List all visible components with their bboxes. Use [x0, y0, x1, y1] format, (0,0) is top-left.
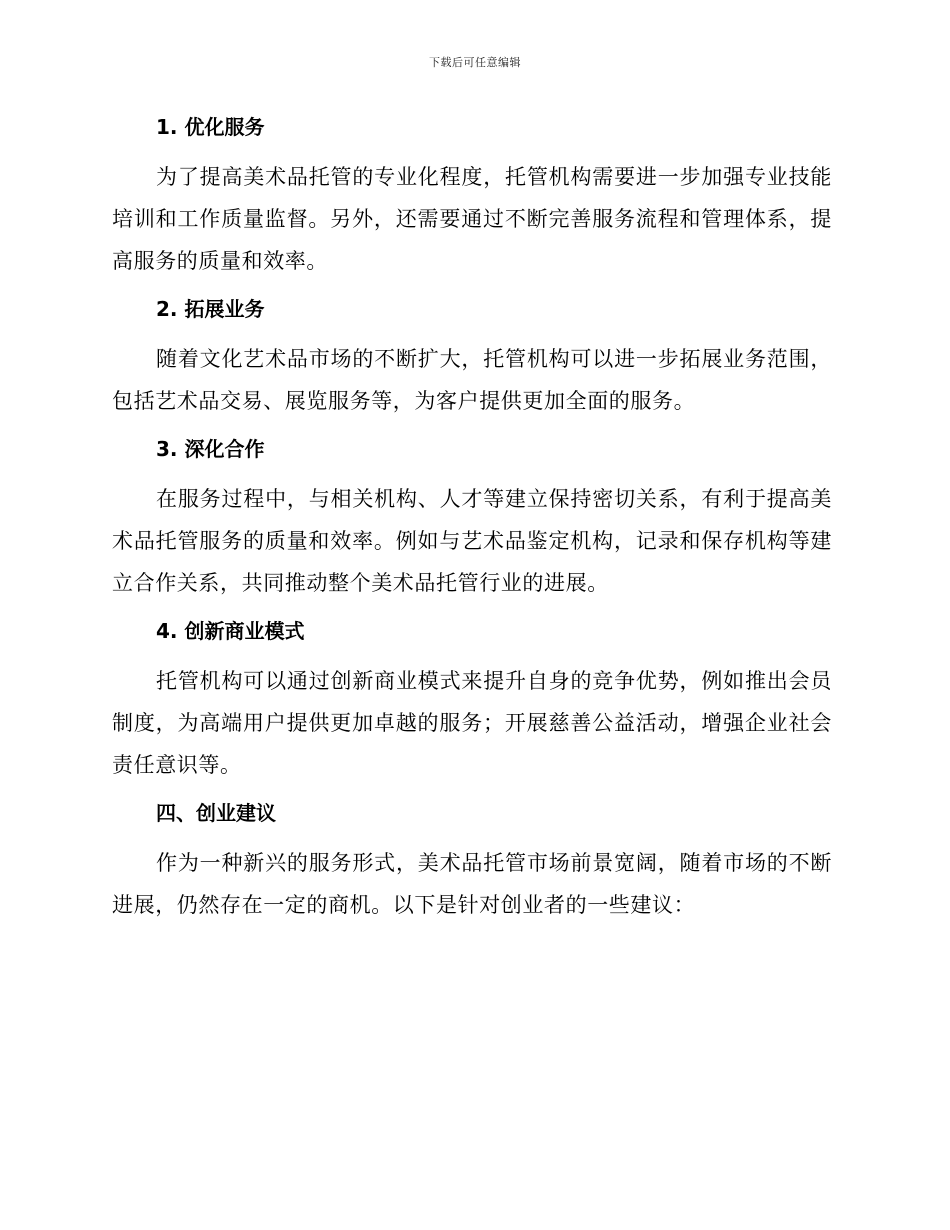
section-paragraph-startup-advice: 作为一种新兴的服务形式，美术品托管市场前景宽阔，随着市场的不断进展，仍然存在一定的商机。以下是针对创业者的一些建议：: [112, 851, 832, 917]
section-heading-deepen-cooperation: 3. 深化合作: [156, 437, 265, 461]
page-header: 下载后可任意编辑: [429, 56, 521, 69]
section-heading-startup-advice: 四、创业建议: [156, 801, 276, 825]
section-paragraph-optimize-service: 为了提高美术品托管的专业化程度，托管机构需要进一步加强专业技能培训和工作质量监督。另外，还需要通过不断完善服务流程和管理体系，提高服务的质量和效率。: [112, 165, 832, 273]
section-heading-innovate-business-model: 4. 创新商业模式: [156, 619, 305, 643]
section-heading-optimize-service: 1. 优化服务: [156, 115, 265, 139]
section-heading-expand-business: 2. 拓展业务: [156, 297, 265, 321]
section-paragraph-expand-business: 随着文化艺术品市场的不断扩大，托管机构可以进一步拓展业务范围，包括艺术品交易、展览服务等，为客户提供更加全面的服务。: [112, 347, 832, 413]
document-body: [112, 110, 832, 936]
section-paragraph-deepen-cooperation: 在服务过程中，与相关机构、人才等建立保持密切关系，有利于提高美术品托管服务的质量和效率。例如与艺术品鉴定机构，记录和保存机构等建立合作关系，共同推动整个美术品托管行业的进展。: [112, 487, 832, 595]
section-paragraph-innovate-business-model: 托管机构可以通过创新商业模式来提升自身的竞争优势，例如推出会员制度，为高端用户提供更加卓越的服务；开展慈善公益活动，增强企业社会责任意识等。: [112, 669, 832, 777]
